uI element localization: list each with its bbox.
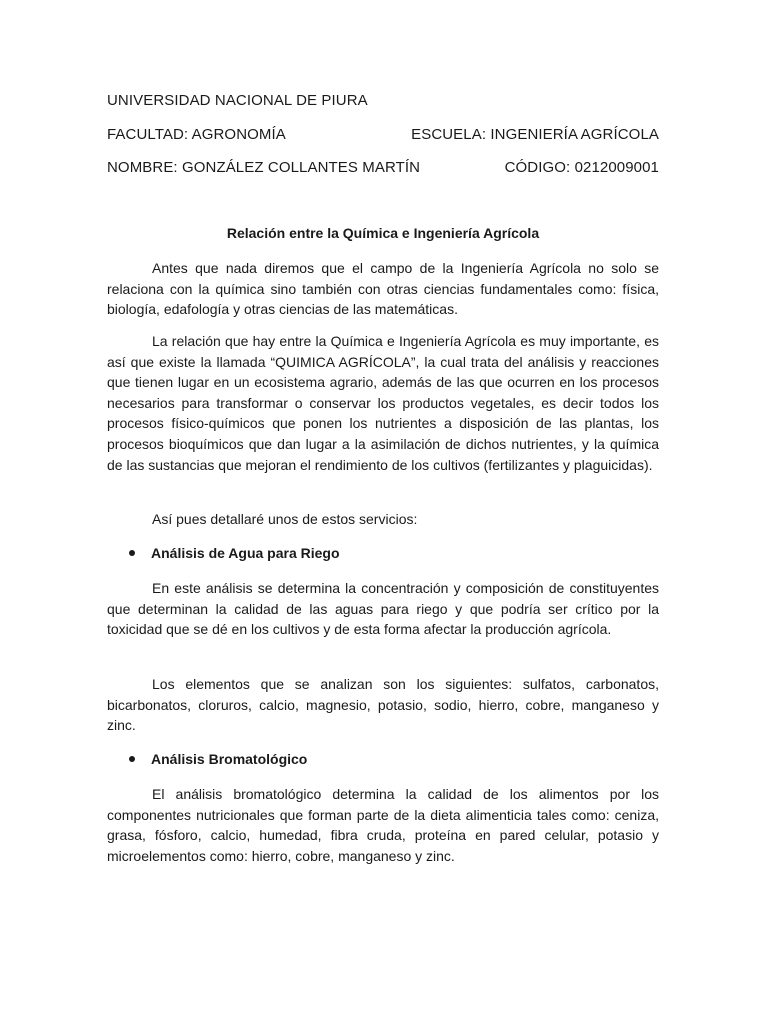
- student-code: CÓDIGO: 0212009001: [504, 159, 659, 176]
- header-faculty-line: [107, 126, 659, 144]
- paragraph-services: Así pues detallaré unos de estos servicios:: [152, 511, 418, 527]
- bullet-label: Análisis de Agua para Riego: [151, 545, 340, 561]
- university-name: UNIVERSIDAD NACIONAL DE PIURA: [107, 92, 368, 109]
- paragraph-water-analysis: En este análisis se determina la concentración y composición de constituyentes que determinan la calidad de las aguas para riego y que podría ser crítico por la toxicidad que se dé en los cultivos y de esta forma afectar la producción agrícola.: [107, 580, 659, 638]
- bullet-water-analysis: [129, 544, 659, 562]
- paragraph-relation: La relación que hay entre la Química e Ingeniería Agrícola es muy importante, es así que existe la llamada “QUIMICA AGRÍCOLA”, la cual trata del análisis y reacciones que tienen lugar en un ecosistema agrario, además de las que ocurren en los procesos necesarios para transformar o conservar los productos vegetales, es decir todos los procesos físico-químicos que ponen los nutrientes a disposición de las plantas, los procesos bioquímicos que dan lugar a la asimilación de dichos nutrientes, y la química de las sustancias que mejoran el rendimiento de los cultivos (fertilizantes y plaguicidas).: [107, 333, 659, 473]
- bullet-bromatological-analysis: [129, 750, 659, 768]
- header-university-line: [107, 92, 659, 110]
- faculty-label: FACULTAD: AGRONOMÍA: [107, 126, 286, 143]
- paragraph-elements: Los elementos que se analizan son los siguientes: sulfatos, carbonatos, bicarbonatos, cloruros, calcio, magnesio, potasio, sodio, hierro, cobre, manganeso y zinc.: [107, 676, 659, 734]
- paragraph-intro: Antes que nada diremos que el campo de la Ingeniería Agrícola no solo se relaciona con la química sino también con otras ciencias fundamentales como: física, biología, edafología y otras ciencias de las matemáticas.: [107, 260, 659, 318]
- bullet-dot-icon: [129, 756, 135, 762]
- school-label: ESCUELA: INGENIERÍA AGRÍCOLA: [411, 126, 659, 143]
- bullet-dot-icon: [129, 550, 135, 556]
- header-name-line: [107, 159, 659, 177]
- document-title: Relación entre la Química e Ingeniería Agrícola: [226, 225, 540, 241]
- bullet-label: Análisis Bromatológico: [151, 751, 308, 767]
- paragraph-bromatological: El análisis bromatológico determina la calidad de los alimentos por los componentes nutricionales que forman parte de la dieta alimenticia tales como: ceniza, grasa, fósforo, calcio, humedad, fibra cruda, proteína en pared celular, potasio y microelementos como: hierro, cobre, manganeso y zinc.: [107, 786, 659, 864]
- student-name: NOMBRE: GONZÁLEZ COLLANTES MARTÍN: [107, 159, 421, 176]
